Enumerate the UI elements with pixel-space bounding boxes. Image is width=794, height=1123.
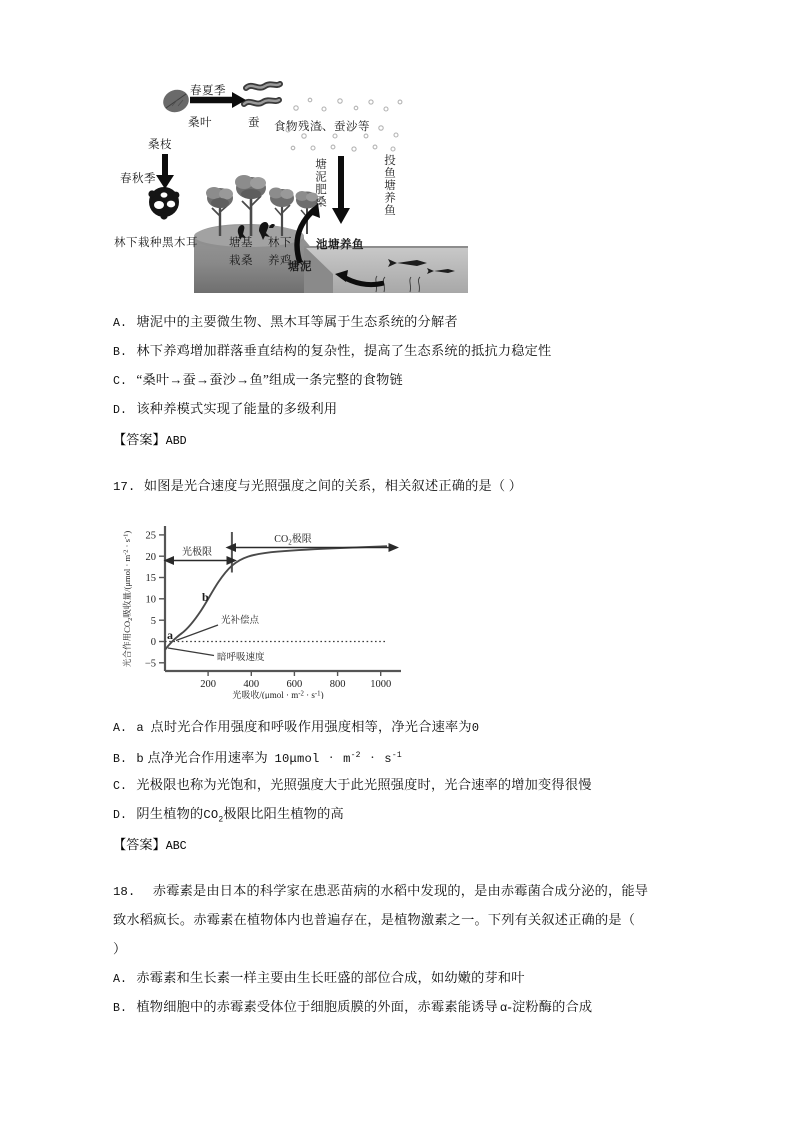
chart-annotation-light-compensation-point: 光补偿点 (221, 616, 260, 626)
chart-x-axis-title: 光吸收$/(\mu mol \cdot m^{-2} \cdot s^{-1})$ (232, 690, 324, 699)
chart-annotation-co2-limit: $CO_2$极限 (274, 534, 312, 547)
q17-answer-line (113, 834, 187, 853)
q16-answer-value: ABD (165, 435, 187, 448)
q17-option-b-unit-mid: $m^{-2}$ (343, 751, 361, 767)
label-pond-mud: 塘泥 (288, 261, 312, 273)
q17-answer-value: ABC (165, 840, 187, 853)
photosynthesis-light-response-chart (118, 503, 418, 699)
q17-option-b-text: 点净光合作用速率为 (147, 750, 268, 766)
q16-option-a (113, 313, 458, 333)
q17-option-a (113, 718, 479, 738)
svg-text:600: 600 (286, 679, 303, 690)
q17-option-d-text-post: 极限比阳生植物的高 (223, 806, 344, 821)
svg-text:1000: 1000 (370, 679, 392, 690)
photosynthesis-chart-text (118, 503, 418, 699)
label-mulberry-leaf: 桑叶 (188, 117, 212, 129)
label-feed-fish-pond-raise-fish: 投鱼塘养鱼 (383, 154, 395, 217)
q16-option-b-text: 林下养鸡增加群落垂直结构的复杂性，提高了生态系统的抵抗力稳定性 (136, 343, 552, 358)
q18-option-b (113, 998, 592, 1018)
arrow-residue-to-pond (332, 156, 350, 224)
q18-option-a-text: 赤霉素和生长素一样主要由生长旺盛的部位合成，如幼嫩的芽和叶 (136, 970, 525, 985)
label-spring-autumn: 春秋季 (120, 173, 156, 185)
q17-option-a-text: 点时光合作用强度和呼吸作用强度相等，净光合速率为 (150, 719, 472, 734)
chart-point-a-label: a (167, 628, 173, 642)
q16-option-c-text: “桑叶→蚕→蚕沙→鱼”组成一条完整的食物链 (136, 372, 403, 387)
svg-text:10: 10 (145, 594, 156, 606)
q16-option-c (113, 371, 403, 391)
q17-option-d (113, 805, 344, 829)
svg-text:200: 200 (200, 679, 216, 690)
label-dike-mulberry-line1: 塘基 (229, 237, 253, 249)
label-pond-mud-fertilize-mulberry: 塘泥肥桑 (314, 158, 326, 208)
q18-option-b-text-post: -淀粉酶的合成 (507, 999, 593, 1014)
black-fungus-cluster (148, 187, 179, 220)
svg-text:400: 400 (243, 679, 260, 690)
q17-number: 17. (113, 480, 136, 494)
svg-text:0: 0 (150, 637, 156, 649)
q16-option-c-label: C. (113, 375, 127, 388)
q16-option-d-text: 该种养模式实现了能量的多级利用 (136, 401, 338, 416)
q18-stem-text-line1: 赤霉素是由日本的科学家在患恶苗病的水稻中发现的，是由赤霉菌合成分泌的，能导 (152, 883, 649, 898)
label-black-fungus-under-forest: 林下栽种黑木耳 (114, 237, 198, 249)
arrow-branch-to-fungus (156, 154, 174, 189)
q17-option-b (113, 747, 402, 769)
q18-option-a (113, 969, 525, 989)
q17-option-b-dot2: · (370, 750, 375, 766)
label-pond-fish-farming: 池塘养鱼 (316, 239, 364, 251)
q16-option-b (113, 342, 551, 362)
q17-stem (113, 477, 522, 496)
label-chicken-under-forest-line1: 林下 (268, 237, 292, 249)
label-silkworm: 蚕 (248, 117, 260, 129)
svg-text:−5: −5 (144, 658, 156, 670)
q17-option-b-label: B. (113, 753, 127, 767)
q17-option-a-value: 0 (471, 721, 480, 735)
svg-text:5: 5 (150, 615, 156, 627)
q17-option-c-label: C. (113, 780, 127, 793)
ecology-figure (114, 78, 468, 293)
label-spring-summer: 春夏季 (190, 85, 226, 97)
svg-text:25: 25 (145, 530, 156, 542)
svg-text:15: 15 (145, 573, 156, 585)
q17-option-d-formula: $CO_2$ (203, 808, 224, 825)
chart-y-axis-title: 光合作用$CO_2$吸收量$/(\mu mol \cdot m^{-2} \cdot s^{-1})$ (122, 530, 134, 668)
mulberry-leaf-icon (160, 87, 192, 116)
q18-stem-line3: ） (113, 941, 127, 956)
label-mulberry-branch: 桑枝 (148, 139, 172, 151)
chart-annotation-light-limit: 光极限 (182, 547, 212, 558)
q16-answer-line (113, 429, 187, 448)
svg-text:20: 20 (145, 551, 156, 563)
chart-annotation-dark-respiration: 暗呼吸速度 (217, 653, 265, 663)
q18-number: 18. (113, 885, 136, 899)
q18-stem-line2: 致水稻疯长。赤霉素在植物体内也普遍存在，是植物激素之一。下列有关叙述正确的是（ (113, 912, 636, 927)
q16-option-b-label: B. (113, 346, 127, 359)
q17-option-d-text-pre: 阴生植物的 (136, 806, 204, 821)
q17-option-b-unit-last: $s^{-1}$ (384, 751, 402, 767)
q17-stem-text: 如图是光合速度与光照强度之间的关系，相关叙述正确的是（ ） (143, 478, 523, 493)
q17-option-d-label: D. (113, 809, 127, 822)
q16-option-a-label: A. (113, 317, 127, 330)
silkworm-icons (244, 84, 280, 104)
q18-option-b-text-pre: 植物细胞中的赤霉素受体位于细胞质膜的外面，赤霉素能诱导 (136, 999, 498, 1014)
pond-water (304, 246, 468, 293)
q17-option-b-value: 10μmol (274, 752, 320, 767)
q18-option-b-greek: α (499, 1001, 508, 1015)
q18-option-a-label: A. (113, 973, 127, 986)
q17-option-c-text: 光极限也称为光饱和，光照强度大于此光照强度时，光合速率的增加变得很慢 (136, 777, 592, 792)
q18-option-b-label: B. (113, 1002, 127, 1015)
q17-option-b-point: b (136, 752, 144, 767)
q16-answer-prefix: 【答案】 (113, 432, 166, 447)
chart-point-b-label: b (202, 590, 209, 604)
label-food-residue: 食物残渣、蚕沙等 (274, 121, 370, 133)
q16-option-d (113, 400, 337, 420)
label-dike-mulberry-line2: 栽桑 (229, 255, 253, 267)
q17-option-a-point: a (136, 721, 144, 735)
q17-option-a-label: A. (113, 722, 127, 735)
q17-answer-prefix: 【答案】 (113, 837, 166, 852)
q17-option-c (113, 776, 592, 796)
q16-option-a-text: 塘泥中的主要微生物、黑木耳等属于生态系统的分解者 (136, 314, 458, 329)
q16-option-d-label: D. (113, 404, 127, 417)
label-chicken-under-forest-line2: 养鸡 (268, 255, 292, 267)
q17-option-b-dot1: · (329, 750, 334, 766)
q18-stem-line1 (113, 882, 648, 901)
svg-text:800: 800 (329, 679, 346, 690)
